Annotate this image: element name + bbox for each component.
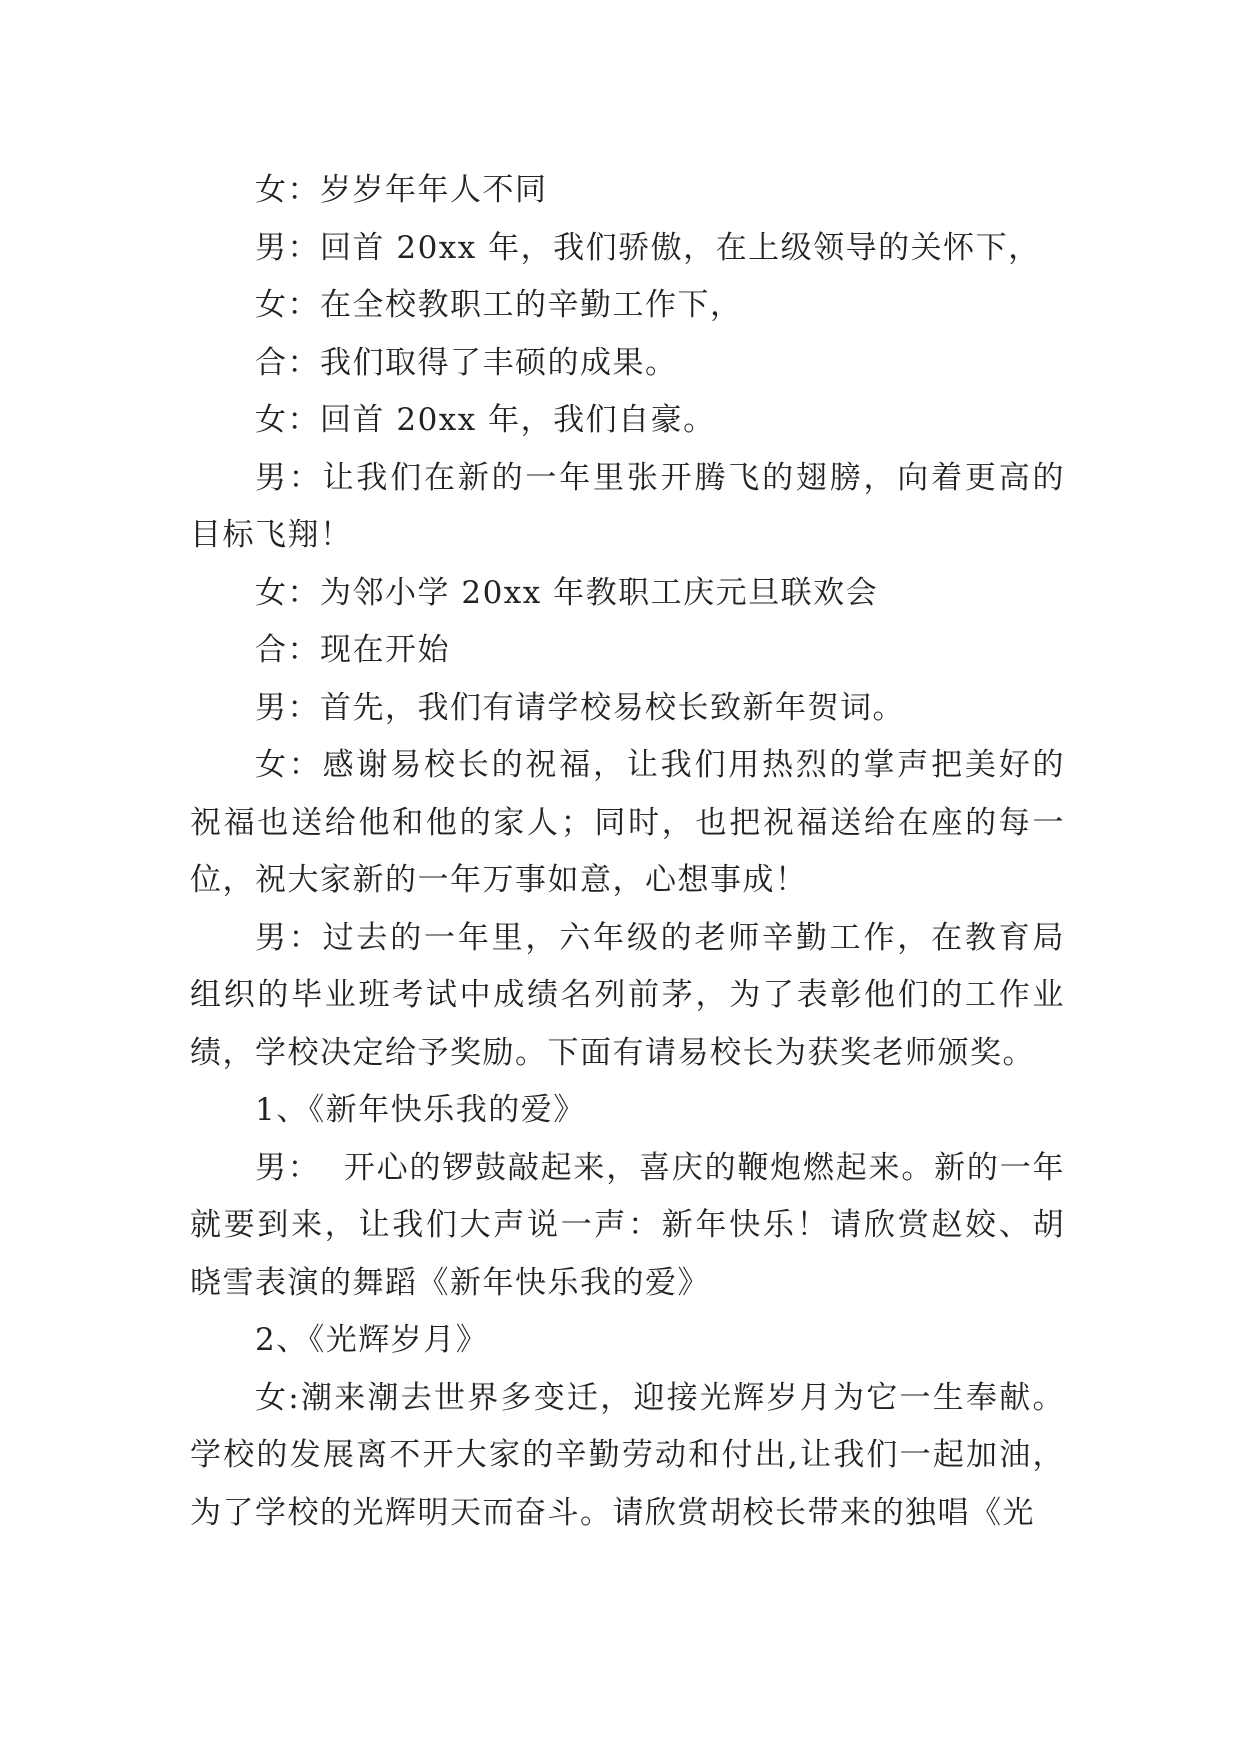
paragraph: 男： 开心的锣鼓敲起来，喜庆的鞭炮燃起来。新的一年就要到来，让我们大声说一声：新年快乐！请欣赏赵姣、胡晓雪表演的舞蹈《新年快乐我的爱》: [190, 1149, 1065, 1301]
paragraph: 男：过去的一年里，六年级的老师辛勤工作，在教育局组织的毕业班考试中成绩名列前茅，为了表彰他们的工作业绩，学校决定给予奖励。下面有请易校长为获奖老师颁奖。: [190, 919, 1065, 1071]
paragraph: 女：为邻小学 20xx 年教职工庆元旦联欢会: [255, 574, 879, 611]
paragraph: 合：现在开始: [255, 632, 450, 668]
paragraph: 男：让我们在新的一年里张开腾飞的翅膀，向着更高的目标飞翔！: [190, 459, 1065, 553]
paragraph: 合：我们取得了丰硕的成果。: [255, 344, 678, 381]
paragraph: 男：首先，我们有请学校易校长致新年贺词。: [255, 689, 905, 726]
paragraph: 男：回首 20xx 年，我们骄傲，在上级领导的关怀下，: [255, 229, 1041, 266]
paragraph: 2、《光辉岁月》: [255, 1322, 489, 1358]
paragraph: 1、《新年快乐我的爱》: [255, 1092, 586, 1128]
paragraph: 女:潮来潮去世界多变迁，迎接光辉岁月为它一生奉献。学校的发展离不开大家的辛勤劳动和付出,让我们一起加油，为了学校的光辉明天而奋斗。请欣赏胡校长带来的独唱《光: [190, 1379, 1065, 1531]
paragraph: 女：回首 20xx 年，我们自豪。: [255, 402, 716, 438]
paragraph: 女：感谢易校长的祝福，让我们用热烈的掌声把美好的祝福也送给他和他的家人；同时，也把祝福送给在座的每一位，祝大家新的一年万事如意，心想事成！: [190, 747, 1065, 898]
paragraph: 女：岁岁年年人不同: [255, 172, 548, 208]
document-body: [190, 162, 1065, 1542]
paragraph: 女：在全校教职工的辛勤工作下，: [255, 287, 743, 323]
